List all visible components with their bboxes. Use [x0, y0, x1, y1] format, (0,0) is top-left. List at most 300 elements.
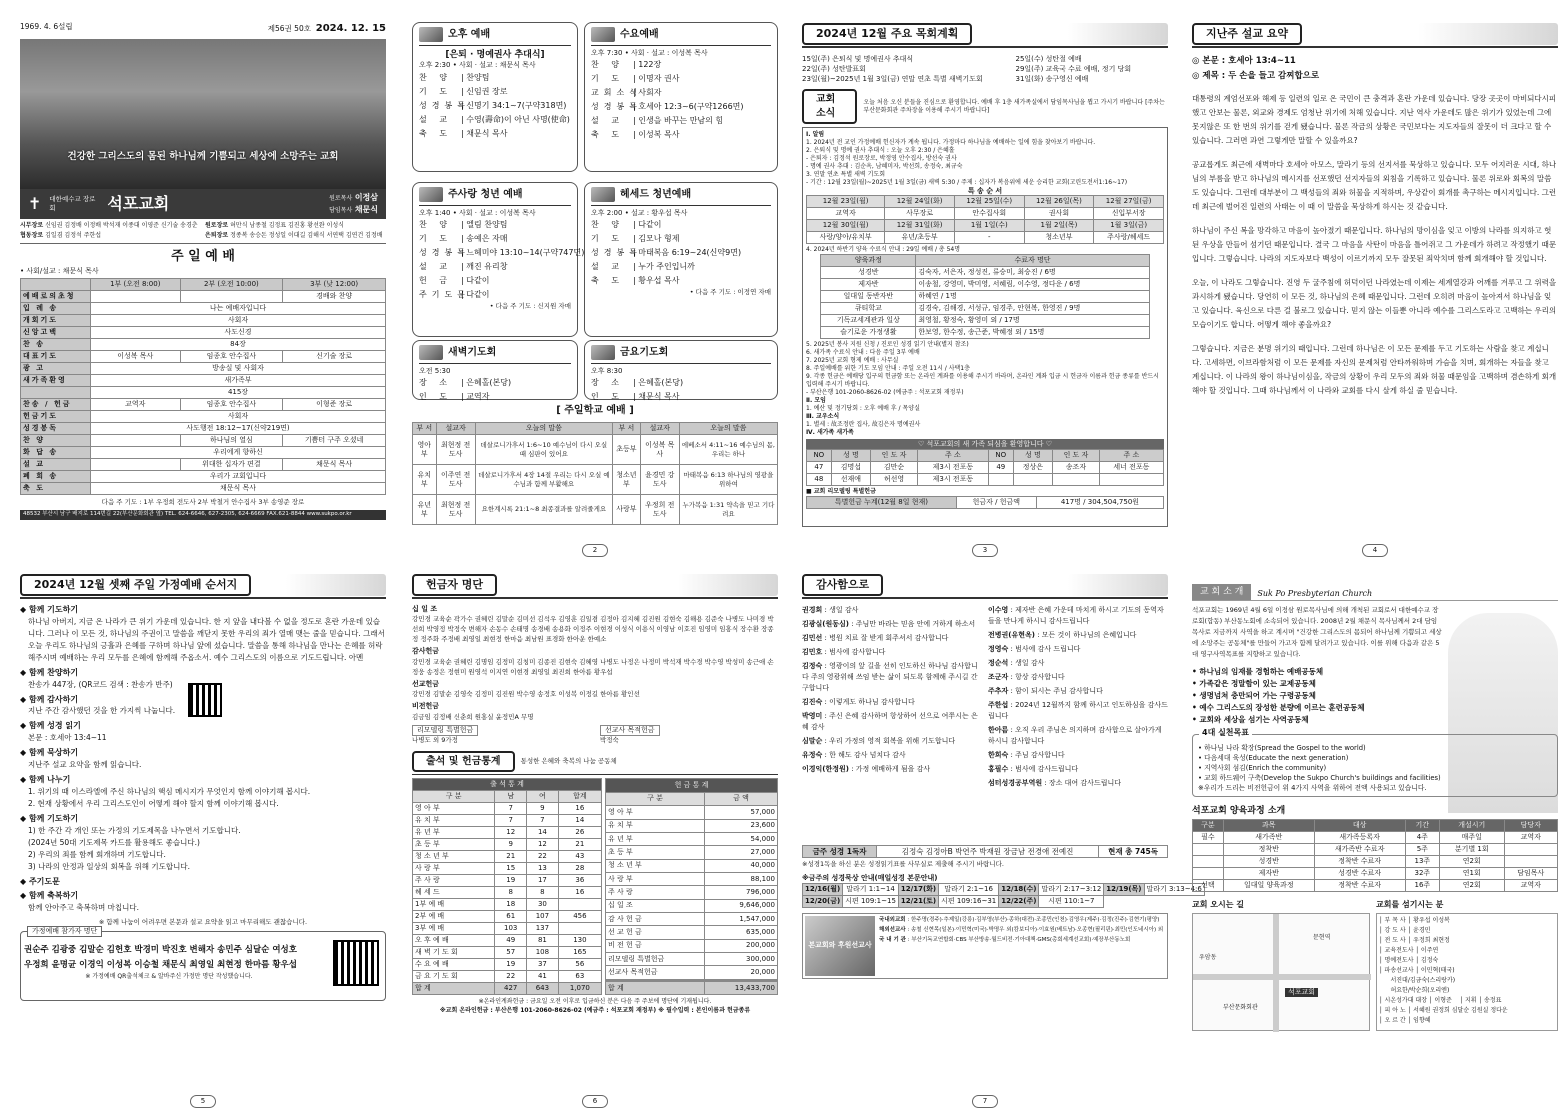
thanks-list-left — [802, 605, 982, 837]
table-cell: 선교사 목적헌금 — [606, 966, 705, 979]
mission-text: 한주명(경주)·추제일(강릉)·김부영(부산)·종하(대전)·조종민(인천)·김영우(제주)·김정(진주)·김현기(평양) — [910, 917, 1160, 924]
row-value: 채문식 목사 — [91, 483, 386, 495]
news-intro: 오늘 처음 오신 분들을 진심으로 환영합니다. 예배 후 1층 새가족실에서 담임목사님을 뵙고 가시기 바랍니다 [주차는 부산문화회관 주차장을 이용해 주시기 바랍니다] — [863, 98, 1165, 114]
table-cell: 설교자 — [640, 423, 679, 435]
table-cell: 12월 24일(화) — [885, 196, 955, 208]
edu-row — [1193, 844, 1558, 856]
line-value: | 다같이 — [461, 274, 489, 288]
section-body: 찬송가 447장, (QR코드 검색 : 찬송가 반주) — [28, 679, 173, 689]
thanks-text: 모든 것이 하나님의 은혜입니다 — [1041, 631, 1137, 639]
preacher: • 사회/설교 : 채문식 목사 — [20, 267, 99, 276]
service-line — [591, 58, 771, 72]
service-row — [21, 327, 386, 339]
row-value: 사도행전 18:12~17(신약219면) — [91, 423, 386, 435]
remodel-cell: 특별헌금 누계(12월 8일 현재) — [807, 497, 957, 509]
table-cell: 기독교세계관과 일상 — [821, 315, 916, 327]
row-value — [180, 291, 283, 303]
table-cell: 12월 30일(월) — [807, 220, 885, 232]
grad-head — [821, 255, 1149, 267]
thanks-item: 이경익(한정원) : 가정 예배하게 됨을 감사 — [802, 765, 931, 773]
thanks-name: 한희숙 — [988, 751, 1009, 759]
table-cell: 성 명 — [831, 450, 871, 462]
ministry-goal: • 가족같은 정말함이 있는 교제공동체 — [1192, 679, 1316, 688]
table-cell: 청 소 년 부 — [413, 851, 495, 863]
row-value — [91, 459, 181, 471]
line-value: | 채문식 목사 — [461, 127, 507, 141]
denomination: 대한예수교 장로회 — [49, 194, 96, 212]
row-value: 채문식 목사 — [283, 459, 386, 471]
table-cell: 구 분 — [413, 791, 495, 803]
table-cell: 19 — [495, 959, 527, 971]
sermon-banner — [1192, 22, 1558, 48]
att-row — [413, 815, 602, 827]
thanks-text: 주님만 바라는 믿음 안에 거하게 하소서 — [855, 620, 976, 628]
row-label: 찬송 / 헌금 — [21, 399, 91, 411]
table-cell: 사무장로 — [885, 208, 955, 220]
page-number: 6 — [582, 1095, 608, 1108]
table-cell — [1013, 474, 1053, 486]
line-value: | 호세아 12:3~6(구약1266면) — [633, 100, 744, 114]
family-worship-note: ※ 함께 나눔이 어려우면 본문과 설교 요약을 읽고 마무리해도 괜찮습니다. — [98, 918, 308, 927]
section-body: 본문 : 호세아 13:4~11 — [28, 733, 107, 743]
table-cell: 17 — [527, 875, 559, 887]
row-value: 임종호 안수집사 — [180, 399, 283, 411]
thanks-item: 박영미 : 주신 은혜 감사하며 항상하여 선으로 여쭈시는 은혜 감사 — [802, 712, 978, 731]
table-cell: 81 — [527, 935, 559, 947]
line-key: 찬 양 — [591, 60, 624, 70]
plan-item: 23일(월)~2025년 1월 3일(금) 연말 연초 특별 새벽기도회 — [802, 75, 983, 83]
col-head: 1부 (오전 8:00) — [91, 279, 181, 291]
special-row — [807, 208, 1164, 220]
servant-line: │ 시온성가대 대장 │ 이형준 │ 지휘 │ 송정표 — [1379, 996, 1502, 1004]
line-value: | 깨진 유리창 — [461, 260, 507, 274]
table-cell: 영 아 부 — [413, 803, 495, 815]
table-cell: 성경반 — [1223, 856, 1314, 868]
table-cell: 연2회 — [1440, 880, 1505, 892]
service-box-header — [591, 187, 771, 206]
table-cell: 21 — [558, 839, 601, 851]
staff-names: 김일겸 김정석 주한섭 — [45, 231, 102, 239]
mission-list — [879, 916, 1165, 976]
plan-row — [803, 884, 1205, 896]
thanks-text: 범사에 감사합니다 — [829, 648, 886, 656]
service-box-header — [419, 27, 571, 46]
reading-label: 금주 성경 1독자 — [803, 846, 877, 858]
table-cell — [1504, 844, 1557, 856]
sermon-paragraph: 오늘, 이 나라도 그렇습니다. 진영 두 굴주침에 허덕이던 나라였는데 이제는 세계열강과 어깨를 겨루고 그 위력을 과시하게 됐습니다. 당연히 이 모든 것, 하나님의 은혜 때문입니다. 그런데 오히려 마음이 높아져서 하나님을 잊고 있습니다. 육신으로 다른 걸 불로그 있습니다. 믿지 않는 이들뿐 아니라 예수를 그리스도라고 고백하는 우리의 모습이기도 합니다. 어떻게 해야 좋을까요? — [1192, 278, 1557, 329]
plan-date: 12/21(토) — [898, 896, 938, 908]
bulletin-page-4 — [1192, 22, 1558, 557]
table-cell: 합계 — [558, 791, 601, 803]
staff-role: 원로장로 — [205, 221, 229, 229]
table-cell: 107 — [527, 911, 559, 923]
service-box — [584, 22, 778, 172]
table-cell: 130 — [558, 935, 601, 947]
service-row — [21, 471, 386, 483]
line-key: 찬 양 — [419, 220, 452, 230]
news-box — [802, 127, 1168, 527]
thanks-item: 김민선 : 병원 치료 잘 받게 회주셔서 감사합니다 — [802, 634, 949, 642]
line-key: 찬 양 — [419, 72, 452, 82]
table-cell: 오 후 예 배 — [413, 935, 495, 947]
table-cell: 남 — [495, 791, 527, 803]
table-cell — [1193, 868, 1224, 880]
table-cell: 27,000 — [705, 846, 778, 859]
plan-banner — [802, 22, 1168, 48]
attendance-qr-code[interactable] — [333, 940, 379, 986]
service-subtitle: [은퇴 · 명예권사 추대식] — [445, 50, 545, 60]
row-label: 신앙고백 — [21, 327, 91, 339]
staff-role: 시무장로 — [20, 221, 44, 229]
line-value: | 마태복음 6:19~24(신약9면) — [633, 246, 741, 260]
map-label: 부산문화회관 — [1223, 1003, 1258, 1011]
thanks-text: 생일 감사 — [1015, 659, 1045, 667]
service-line — [591, 260, 771, 274]
servant-line: │ 강 도 사 │ 윤경민 — [1379, 926, 1431, 934]
school-table — [412, 422, 778, 525]
table-cell: 여 — [527, 791, 559, 803]
table-cell: 12월 25일(수) — [954, 196, 1024, 208]
table-cell: 유 년 부 — [606, 832, 705, 845]
intro-title: 교 회 소 개 — [1192, 584, 1251, 600]
table-cell: 수료자 명단 — [916, 255, 1149, 267]
money-head-row — [606, 792, 778, 805]
table-cell: 십 일 조 — [606, 899, 705, 912]
school-title: [ 주일학교 예배 ] — [556, 405, 634, 416]
table-cell: 교역자 — [807, 208, 885, 220]
thanks-name: 정영숙 — [988, 645, 1009, 653]
att-row — [413, 851, 602, 863]
service-box-header — [591, 345, 771, 364]
table-cell: 초등부 — [612, 435, 640, 465]
news-item: 8. 주일예배를 위한 기도 모임 안내 : 주일 오전 11시 / 사택1층 — [806, 365, 970, 372]
news-item: - 부산은행 101-2060-8626-02 (예금주 : 석포교회 재정부) — [806, 389, 964, 396]
participants: 권순주 김광중 김말순 김헌호 박경미 박진호 변해자 송민주 심달순 여성호 우정희 윤명균 이경익 이성복 이승철 채문식 최영일 최현정 한마름 황우섭 — [24, 944, 297, 970]
thanks-name: 심말순 — [802, 737, 823, 745]
line-key: 성경봉독 — [591, 248, 642, 258]
table-cell: 제3시 전포동 — [917, 462, 988, 474]
table-cell: 매주일 — [1440, 832, 1505, 844]
att-row — [413, 875, 602, 887]
line-value: | 이성복 목사 — [633, 128, 679, 142]
edu-table — [1192, 819, 1558, 892]
flower-decoration — [1068, 23, 1168, 45]
bulletin-page-7 — [802, 573, 1202, 1108]
plan-item: 15일(주) 은퇴식 및 명예권사 추대식 — [802, 55, 914, 63]
stat-header — [412, 751, 778, 776]
row-value: 신기술 장로 — [283, 351, 386, 363]
ministry-goal: • 하나님의 임재를 경험하는 예배공동체 — [1192, 667, 1324, 676]
edu-title: 석포교회 양육과정 소개 — [1192, 806, 1286, 816]
thanks-item: 정순석 : 생일 감사 — [988, 659, 1045, 667]
table-cell: 20,000 — [705, 966, 778, 979]
service-line — [591, 376, 771, 390]
table-cell — [988, 474, 1013, 486]
table-cell: 13주 — [1405, 856, 1439, 868]
att-row — [413, 923, 602, 935]
ministry-goal: • 예수 그리스도의 장성한 분량에 이르는 훈련공동체 — [1192, 703, 1365, 712]
table-cell: 1부 예 배 — [413, 899, 495, 911]
row-value: 새가족부 — [91, 375, 386, 387]
table-cell: 우정희 전도사 — [640, 495, 679, 525]
table-cell: 9,646,000 — [705, 899, 778, 912]
thanks-item: 한희숙 : 주님 감사합니다 — [988, 751, 1065, 759]
row-value: 사도신경 — [91, 327, 386, 339]
hymn-qr-code[interactable] — [188, 683, 222, 717]
intro-banner — [1192, 573, 1558, 601]
next-prayer: 다음 주 기도 : 1부 우정희 전도사 2부 박철거 안수집사 3부 송영준 장로 — [101, 498, 305, 507]
row-value: 415장 — [91, 387, 386, 399]
money-row — [606, 966, 778, 979]
staff-names: 신임권 김정배 이정배 박석재 이종대 이영준 신기술 송경춘 — [45, 221, 198, 229]
plan-date: 12/16(월) — [803, 884, 843, 896]
line-value: | 송예은 자매 — [461, 232, 507, 246]
news-header — [802, 89, 1168, 124]
service-row — [21, 423, 386, 435]
money-row — [606, 819, 778, 832]
church-intro: 석포교회는 1969년 4월 6일 이정삼 원로목사님에 의해 개척된 교회로서 대한예수교 장로회(합동) 부산동노회에 소속되어 있습니다. 2008년 2월 채문식 목사님께서 2대 담임목사로 지금까지 사역을 하고 계시며 "건강한 그리스도의 몸되어 하나님께 기쁨되고 세상에 소망주는 공동체"를 만들어 가고자 함께 달려가고 있습니다. 이를 위해 다음과 같은 5대 영구사역목표를 지향하고 있습니다. — [1192, 606, 1442, 658]
section-heading: ◆ 함께 기도하기 — [20, 813, 79, 823]
line-value: | 채문식 목사 — [633, 390, 679, 404]
offering-names: 강민경 교육순 곽가수 권혜린 김말순 김미선 김석우 김영훈 김일겸 김정아 김지혜 김진원 김현숙 김해용 김준숙 나병도 나미경 박선희 박영정 박정숙 변해자 손동수 손태명 송경배 송용화 이정주 이현경 이성식 이용식 이영남 이호진 임영미 임홍식 장수환 장종정 정주화 주정배 최영일 최현정 한마음 최남원 표경화 한아운 한예소 — [412, 615, 774, 644]
staff-names: 정종복 송승돈 정성일 이대길 김해식 서연택 김연건 김정배 — [230, 231, 383, 239]
service-row — [21, 303, 386, 315]
thanks-name: 섬터성경공부역원 — [988, 779, 1043, 787]
table-cell: 36 — [558, 875, 601, 887]
mission-text: 부산기독교연합회·CBS 부산방송·월드비전·기아대책·GMS(총회세계선교회)·예장부산동노회 — [911, 937, 1131, 944]
table-cell: 설교자 — [436, 423, 475, 435]
row-label: 대표기도 — [21, 351, 91, 363]
table-cell: 김만순 — [871, 462, 918, 474]
line-value: | 신명기 34:1~7(구약318면) — [461, 99, 566, 113]
thanks-item: 섬터성경공부역원 : 장소 대여 감사드립니다 — [988, 779, 1121, 787]
offering-names: 강민경 김말순 김영숙 김정미 김진원 박수영 송정호 이성복 이정길 한아름 황인선 — [412, 690, 640, 699]
table-cell: 456 — [558, 911, 601, 923]
service-line — [419, 113, 571, 127]
table-cell: NO — [807, 450, 832, 462]
grad-row — [821, 303, 1149, 315]
row-value: 경배와 찬양 — [283, 291, 386, 303]
row-value: 위대한 십자가 편결 — [180, 459, 283, 471]
line-key: 설 교 — [419, 262, 452, 272]
line-value: | 수영(壽命)이 아닌 사명(使命) — [461, 113, 570, 127]
service-line — [591, 86, 771, 100]
table-cell: 오늘의 말씀 — [679, 423, 777, 435]
offering-group-title: 십 일 조 — [412, 605, 438, 613]
table-cell: 22 — [527, 851, 559, 863]
church-map[interactable] — [1192, 913, 1370, 1031]
servant-line: │ 오 르 간 │ 임향혜 — [1379, 1016, 1431, 1024]
table-cell: 12월 27일(금) — [1094, 196, 1164, 208]
grad-row — [821, 291, 1149, 303]
plan-item: 25일(수) 성탄절 예배 — [1015, 55, 1082, 63]
mission-image: 본교회와 후원선교사 — [805, 916, 875, 976]
table-cell: 새가족반 수료자 — [1314, 844, 1405, 856]
mission-text: 송철 신현목(일본)·이민혁(미국)·박명우 외(캄보디아)·이효원(베트남)·오종현(필리핀)·최민(인도네시아) 외 — [910, 927, 1164, 934]
table-cell: 30 — [527, 899, 559, 911]
line-key: 축 도 — [591, 276, 624, 286]
service-line — [419, 218, 571, 232]
money-row — [606, 899, 778, 912]
sermon-paragraph: 공교롭게도 최근에 새벽마다 호세아 아모스, 말라기 등의 선지서를 묵상하고 있습니다. 모두 어지러운 시대, 하나님의 부름을 받고 하나님의 메시지를 선포했던 선지자들의 외침을 기록하고 있습니다. 물론 위로와 회복의 말씀도 있습니다. 그런데 대부분이 그 백성들의 죄와 허물을 지적하며, 우상같이 회개를 촉구하는 메시지입니다. 그런데 최근에 벌어진 일련의 사태는 이 때 이 말씀을 묵상하게 하시는 것 같습니다. — [1192, 160, 1557, 211]
flower-decoration — [1068, 574, 1168, 596]
line-value: | 누가 주인입니까 — [633, 260, 695, 274]
offering-stat-table — [605, 778, 778, 995]
row-value: 하나님의 열심 — [180, 435, 283, 447]
table-cell: 9 — [527, 803, 559, 815]
row-label: 개회기도 — [21, 315, 91, 327]
row-label: 찬 송 — [21, 339, 91, 351]
table-cell: 선 교 헌 금 — [606, 926, 705, 939]
news-item: 1. 예산 및 정기당회 : 오후 예배 후 / 목양실 — [806, 405, 920, 412]
table-cell: 데살로니가후서 1:6~10 예수님이 다시 오실때 심판이 있어요 — [475, 435, 612, 465]
church-thumbnail-icon — [591, 345, 615, 360]
thanks-name: 이경익(한정원) — [802, 765, 849, 773]
plan-text: 말라기 3:13~4:6 — [1144, 884, 1204, 896]
row-value: 사회자 — [91, 315, 386, 327]
table-cell: 김숙자, 서은자, 정성진, 류승미, 최승진 / 6명 — [916, 267, 1149, 279]
money-row — [606, 886, 778, 899]
service-line — [419, 390, 571, 404]
thanks-text: 범사에 감사 드립니다 — [1015, 645, 1081, 653]
table-cell: 12월 23일(월) — [807, 196, 885, 208]
section-heading: ◆ 함께 나누기 — [20, 774, 71, 784]
table-cell: 요한계시록 21:1~8 최종결과를 알려줄게요 — [475, 495, 612, 525]
row-value: 사회자 — [91, 411, 386, 423]
table-cell: 12월 31일(화) — [885, 220, 955, 232]
service-box — [584, 340, 778, 400]
table-cell: 4주 — [1405, 832, 1439, 844]
service-line — [591, 114, 771, 128]
table-cell: 김명섭 — [831, 462, 871, 474]
plan-date: 12/22(주) — [999, 896, 1039, 908]
table-cell: 과목 — [1223, 820, 1314, 832]
plan-title: 2024년 12월 주요 목회계획 — [802, 23, 972, 46]
thanks-name: 이수영 — [988, 606, 1009, 614]
table-cell: 643 — [527, 983, 559, 995]
masthead — [20, 22, 386, 36]
table-cell: 담당자 — [1504, 820, 1557, 832]
thanks-text: 주신 은혜 감사하며 항상하여 선으로 여쭈시는 은혜 감사 — [802, 712, 978, 731]
thanks-item: 한아름 : 오직 우리 주님은 의지하며 감사합으로 살아가게 하시니 감사합니다 — [988, 726, 1162, 745]
service-row — [21, 447, 386, 459]
col-head: 2부 (오전 10:00) — [180, 279, 283, 291]
table-cell: 37 — [527, 959, 559, 971]
remodel-cell: 헌금자 / 헌금액 — [956, 497, 1036, 509]
church-thumbnail-icon — [591, 187, 615, 202]
family-worship-order — [20, 605, 386, 914]
participants-title: 가정예배 참가자 명단 — [27, 926, 102, 937]
next-prayer: • 다음 주 기도 : 신지원 자매 — [489, 302, 571, 311]
table-cell: 금 액 — [705, 792, 778, 805]
money-title-row — [606, 779, 778, 792]
sermon-paragraph: 하나님이 주신 복을 망각하고 마음이 높아졌기 때문입니다. 하나님의 망이심을 잊고 이방의 나라를 의지하고 헛된 우상을 만들어 섬기던 때문입니다. 결국 그 마음을 사탄이 마음을 틀어쥐고 그 가운데가 하려고 작정했기 때문입니다. 그렇습니다. 나라의 지도자보다 백성이 이르기까지 모두 잘못된 죄악치며 함께 회개해야 할 것입니다. — [1192, 226, 1557, 263]
table-cell: 신입부서장 — [1094, 208, 1164, 220]
remodel-title: ■ 교회 리모델링 특별헌금 — [806, 488, 876, 495]
special-offering — [412, 725, 590, 745]
table-cell: 윤경민 강도사 — [640, 465, 679, 495]
school-row — [413, 465, 778, 495]
thanks-item: 조군자 : 항상 감사합니다 — [988, 673, 1065, 681]
newbie-table — [806, 449, 1164, 486]
money-row — [606, 939, 778, 952]
staff-list — [20, 219, 386, 244]
table-cell: 연2회 — [1440, 856, 1505, 868]
thanks-text: 한 해도 감사 넘치다 감사 — [829, 751, 906, 759]
service-meta: 오후 2:30 • 사회 · 설교 : 채문식 목사 — [419, 61, 536, 70]
table-cell: 구분 — [1193, 820, 1224, 832]
table-cell: 수 요 예 배 — [413, 959, 495, 971]
thanks-item: 권경희 : 생일 감사 — [802, 606, 859, 614]
table-cell: 26 — [558, 827, 601, 839]
table-cell: 16주 — [1405, 880, 1439, 892]
line-key: 축 도 — [591, 130, 624, 140]
reading-total: 현재 총 745독 — [1099, 846, 1168, 858]
money-row — [606, 926, 778, 939]
practice-item: ※우리가 드리는 비전헌금이 위 4가지 사역을 위하여 전액 사용되고 있습니다. — [1198, 784, 1427, 792]
congregation-photo — [20, 39, 386, 189]
thanks-name: 주한섭 — [988, 701, 1009, 709]
stat-subtitle: 통성한 은혜와 축복의 나눔 공동체 — [520, 757, 617, 766]
news-item: Ⅲ. 교우소식 — [806, 413, 840, 420]
table-cell: 21 — [495, 851, 527, 863]
money-row — [606, 872, 778, 885]
table-cell: 200,000 — [705, 939, 778, 952]
online-account: ※교회 온라인헌금 : 부산은행 101-2060-8626-02 (예금주 : 석포교회 재정부) ※ 필수입력 : 본인이름과 헌금종류 — [439, 1006, 751, 1014]
service-row — [21, 399, 386, 411]
table-cell: 성 명 — [1013, 450, 1053, 462]
row-value — [91, 435, 181, 447]
line-value: | 122장 — [633, 58, 661, 72]
table-cell: 제자반 — [821, 279, 916, 291]
servant-line: │ 파송선교사 │ 이민혁(태국) — [1379, 966, 1455, 974]
plan-date: 12/20(금) — [803, 896, 843, 908]
row-label: 폐 회 송 — [21, 471, 91, 483]
table-cell: 유 년 부 — [413, 827, 495, 839]
service-line — [591, 128, 771, 142]
service-line — [419, 274, 571, 288]
family-worship-banner — [20, 573, 386, 599]
table-cell: 7 — [527, 815, 559, 827]
service-box-title: 주사랑 청년 예배 — [448, 188, 523, 200]
city-decoration — [1418, 23, 1558, 45]
special-title: 특 송 순 서 — [967, 187, 1003, 195]
line-key: 성경봉독 — [419, 100, 470, 110]
map-label: 우암동 — [1199, 953, 1217, 961]
row-label: 성경봉독 — [21, 423, 91, 435]
table-cell: 유 치 부 — [413, 815, 495, 827]
section-body: 지난 주간 감사했던 것을 한 가지씩 나눕니다. — [28, 706, 176, 716]
plan-text: 시편 109:1~15 — [843, 896, 899, 908]
map-label: 석포교회 — [1285, 988, 1318, 997]
thanks-name: 김광실(원동심) — [802, 620, 849, 628]
staff-role: 은퇴장로 — [205, 231, 229, 239]
participants-box — [20, 926, 386, 1001]
line-value: | 이명자 권사 — [633, 72, 679, 86]
service-line — [419, 127, 571, 141]
news-item: 3. 연말 연초 특별 새벽 기도회 — [806, 171, 886, 178]
edu-head — [1193, 820, 1558, 832]
servant-line: │ 부 목 사 │ 황우섭 이성복 — [1379, 916, 1450, 924]
thanks-name: 주추자 — [988, 687, 1009, 695]
table-cell: 16 — [558, 803, 601, 815]
row-value: 임종호 안수집사 — [180, 351, 283, 363]
money-row — [606, 832, 778, 845]
map-section — [1192, 900, 1370, 1031]
table-cell: 구 분 — [606, 792, 705, 805]
thanks-text: 2024년 12월까지 함께 하시고 인도하심을 감사드립니다 — [988, 701, 1168, 720]
table-cell: 최현정 전도사 — [436, 435, 475, 465]
